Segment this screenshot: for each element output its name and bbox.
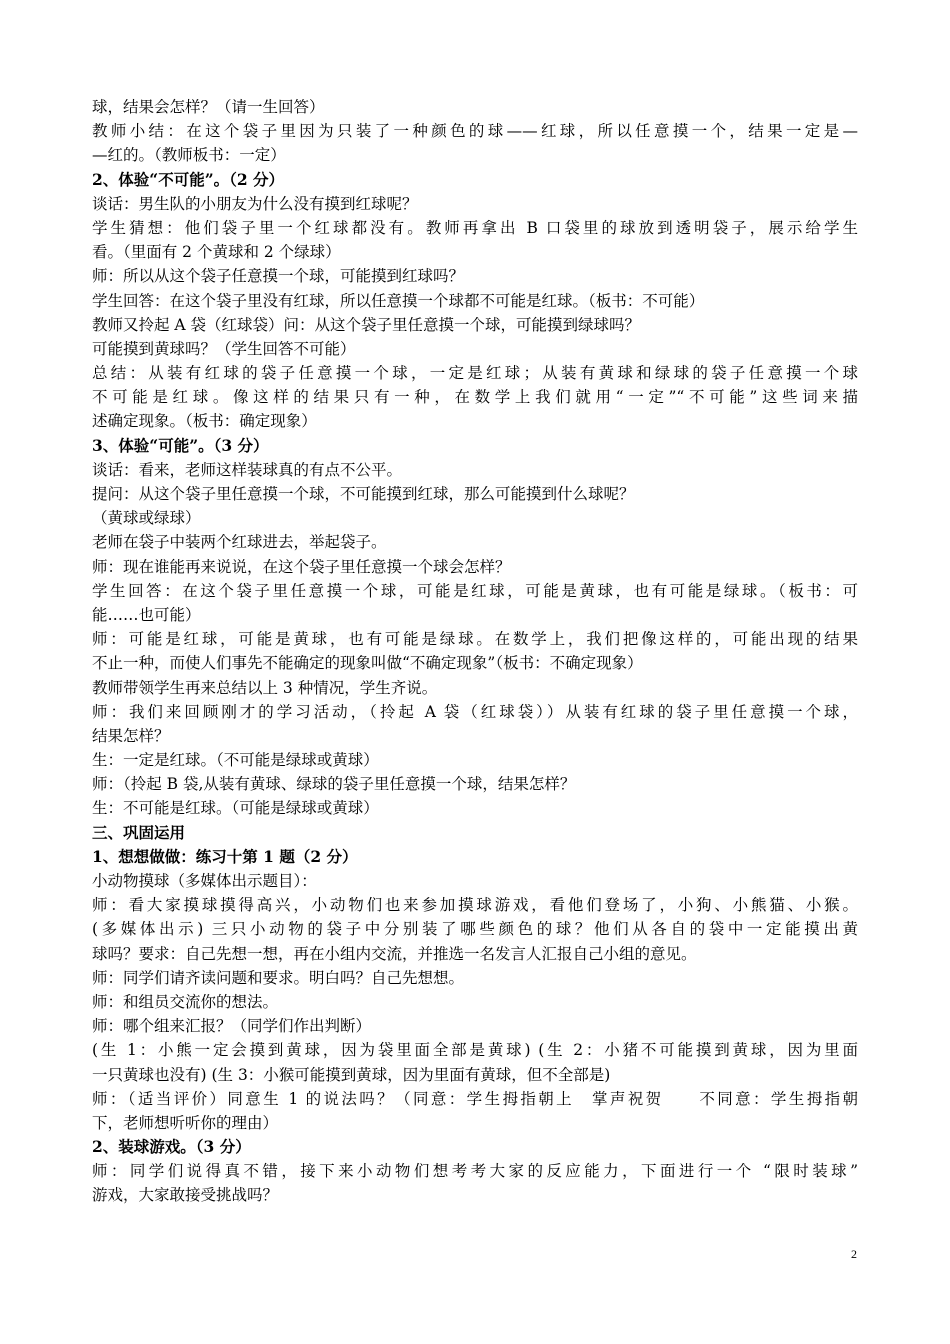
document-page bbox=[92, 95, 858, 1208]
text-line: 师：同学们说得真不错，接下来小动物们想考考大家的反应能力，下面进行一个 “限时装球” bbox=[92, 1162, 858, 1181]
text-line: (多媒体出示) 三只小动物的袋子中分别装了哪些颜色的球？他们从各自的袋中一定能摸出黄 bbox=[92, 920, 858, 939]
text-line: 教师小结：在这个袋子里因为只装了一种颜色的球——红球，所以任意摸一个，结果一定是— bbox=[92, 122, 858, 141]
section-heading: 三、巩固运用 bbox=[92, 822, 186, 842]
text-line: 生：一定是红球。（不可能是绿球或黄球） bbox=[92, 751, 379, 770]
text-line: 能……也可能） bbox=[92, 605, 201, 624]
text-line: 谈话：看来，老师这样装球真的有点不公平。 bbox=[92, 460, 403, 479]
text-line: 师：同学们请齐读问题和要求。明白吗？自己先想想。 bbox=[92, 968, 465, 987]
text-line: 一只黄球也没有) (生 3：小猴可能摸到黄球，因为里面有黄球，但不全部是) bbox=[92, 1065, 611, 1084]
text-line: 师：看大家摸球摸得高兴，小动物们也来参加摸球游戏，看他们登场了，小狗、小熊猫、小猴。 bbox=[92, 896, 858, 915]
text-line: 师：我们来回顾刚才的学习活动，（拎起 A 袋（红球袋））从装有红球的袋子里任意摸一个球， bbox=[92, 702, 858, 721]
text-line: 球吗？要求：自己先想一想，再在小组内交流，并推选一名发言人汇报自己小组的意见。 bbox=[92, 944, 697, 963]
text-line: 不止一种，而使人们事先不能确定的现象叫做“不确定现象”（板书：不确定现象） bbox=[92, 654, 643, 673]
text-line: 提问：从这个袋子里任意摸一个球，不可能摸到红球，那么可能摸到什么球呢？ bbox=[92, 485, 635, 503]
text-line: 述确定现象。（板书：确定现象） bbox=[92, 412, 317, 431]
text-line: 下，老师想听听你的理由） bbox=[92, 1113, 279, 1132]
text-line: 生：不可能是红球。（可能是绿球或黄球） bbox=[92, 799, 379, 818]
text-line: 学生猜想：他们袋子里一个红球都没有。教师再拿出 B 口袋里的球放到透明袋子，展示给学生 bbox=[92, 218, 858, 237]
text-line: 师：和组员交流你的想法。 bbox=[92, 992, 279, 1011]
text-line: 师：（适当评价）同意生 1 的说法吗？（同意：学生拇指朝上 掌声祝贺 不同意：学生拇指朝 bbox=[92, 1089, 858, 1108]
text-line: （黄球或绿球） bbox=[92, 509, 201, 528]
page-number: 2 bbox=[851, 1247, 857, 1261]
text-line: 学生回答：在这个袋子里没有红球，所以任意摸一个球都不可能是红球。（板书：不可能） bbox=[92, 291, 705, 310]
section-heading: 3、体验“可能”。（3 分） bbox=[92, 435, 269, 455]
text-line: 球，结果会怎样？（请一生回答） bbox=[92, 98, 325, 116]
text-line: 小动物摸球（多媒体出示题目）： bbox=[92, 872, 317, 890]
text-line: 师：（拎起 B 袋,从装有黄球、绿球的袋子里任意摸一个球，结果怎样？ bbox=[92, 775, 576, 794]
text-line: 师：所以从这个袋子任意摸一个球，可能摸到红球吗？ bbox=[92, 267, 465, 286]
text-line: 学生回答：在这个袋子里任意摸一个球，可能是红球，可能是黄球，也有可能是绿球。（板书：可 bbox=[92, 581, 858, 600]
text-line: 看。（里面有 2 个黄球和 2 个绿球） bbox=[92, 243, 341, 262]
text-line: 教师带领学生再来总结以上 3 种情况，学生齐说。 bbox=[92, 678, 438, 697]
text-line: 师：哪个组来汇报？（同学们作出判断） bbox=[92, 1017, 372, 1036]
text-line: 师：可能是红球，可能是黄球，也有可能是绿球。在数学上，我们把像这样的，可能出现的结果 bbox=[92, 630, 858, 649]
section-heading: 2、装球游戏。（3 分） bbox=[92, 1137, 251, 1157]
section-heading: 2、体验“不可能”。（2 分） bbox=[92, 169, 285, 189]
text-line: 可能摸到黄球吗？（学生回答不可能） bbox=[92, 339, 356, 358]
section-heading: 1、想想做做：练习十第 1 题（2 分） bbox=[92, 846, 358, 866]
text-line: 师：现在谁能再来说说，在这个袋子里任意摸一个球会怎样？ bbox=[92, 557, 511, 576]
text-line: 老师在袋子中装两个红球进去，举起袋子。 bbox=[92, 533, 387, 552]
text-line: 不可能是红球。像这样的结果只有一种，在数学上我们就用“一定”“不可能”这些词来描 bbox=[92, 388, 858, 407]
text-line: 总结：从装有红球的袋子任意摸一个球，一定是红球；从装有黄球和绿球的袋子任意摸一个球 bbox=[92, 364, 858, 383]
text-line: 谈话：男生队的小朋友为什么没有摸到红球呢？ bbox=[92, 194, 418, 213]
text-line: 结果怎样？ bbox=[92, 726, 170, 745]
text-line: 教师又拎起 A 袋（红球袋）问：从这个袋子里任意摸一个球，可能摸到绿球吗？ bbox=[92, 315, 641, 334]
text-line: (生 1：小熊一定会摸到黄球，因为袋里面全部是黄球) (生 2：小猪不可能摸到黄球，因为里面 bbox=[92, 1041, 858, 1060]
text-line: —红的。（教师板书：一定） bbox=[92, 146, 286, 165]
text-line: 游戏，大家敢接受挑战吗？ bbox=[92, 1186, 279, 1205]
